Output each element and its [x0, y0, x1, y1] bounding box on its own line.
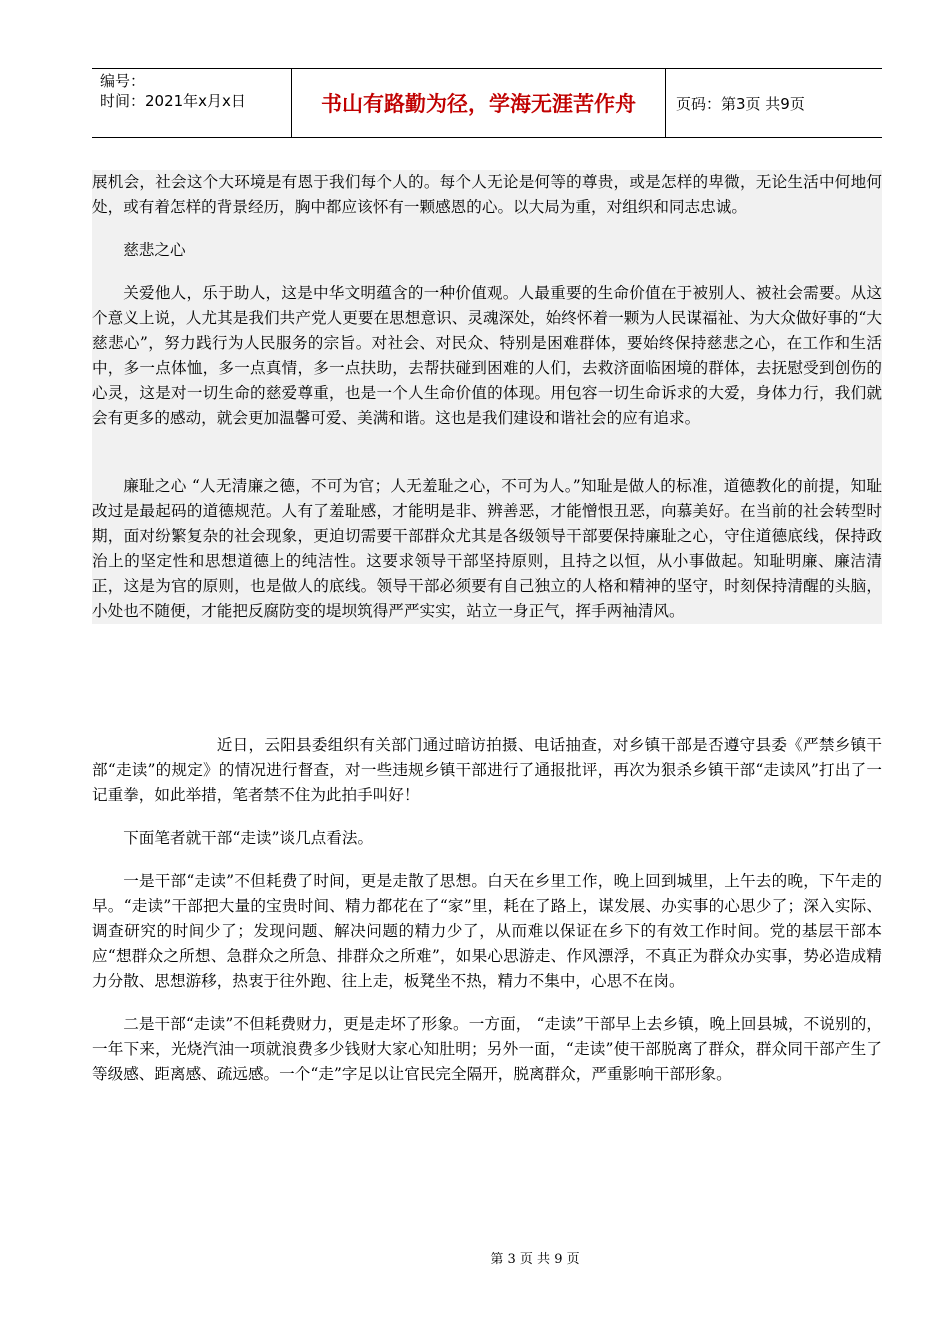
paragraph-point-one: 一是干部“走读”不但耗费了时间，更是走散了思想。白天在乡里工作，晚上回到城里，上午去的晚，下午走的早。“走读”干部把大量的宝贵时间、精力都花在了“家”里，耗在了路上，谋发展、办实事的心思少了；深入实际、调查研究的时间少了；发现问题、解决问题的精力少了，从而难以保证在乡下的有效工作时间。党的基层干部本应“想群众之所想、急群众之所急、排群众之所难”，如果心思游走、作风漂浮，不真正为群众办实事，势必造成精力分散、思想游移，热衷于往外跑、往上走，板凳坐不热，精力不集中，心思不在岗。 [92, 872, 882, 990]
paragraph-integrity: 廉耻之心 “人无清廉之德，不可为官；人无羞耻之心，不可为人。”知耻是做人的标准，道德教化的前提，知耻改过是最起码的道德规范。人有了羞耻感，才能明是非、辨善恶，才能憎恨丑恶，向慕美好。在当前的社会转型时期，面对纷繁复杂的社会现象，更迫切需要干部群众尤其是各级领导干部要保持廉耻之心，守住道德底线，保持政治上的坚定性和思想道德上的纯洁性。这要求领导干部坚持原则，且持之以恒，从小事做起。知耻明廉、廉洁清正，这是为官的原则，也是做人的底线。领导干部必须要有自己独立的人格和精神的坚守，时刻保持清醒的头脑，小处也不随便，才能把反腐防变的堤坝筑得严严实实，站立一身正气，挥手两袖清风。 [92, 477, 882, 620]
shaded-section [92, 170, 882, 624]
paragraph-compassion: 关爱他人，乐于助人，这是中华文明蕴含的一种价值观。人最重要的生命价值在于被别人、被社会需要。从这个意义上说，人尤其是我们共产党人更要在思想意识、灵魂深处，始终怀着一颗为人民谋福祉、为大众做好事的“大慈悲心”，努力践行为人民服务的宗旨。对社会、对民众、特别是困难群体，要始终保持慈悲之心，在工作和生活中，多一点体恤，多一点真情，多一点扶助，去帮扶碰到困难的人们，去救济面临困境的群体，去抚慰受到创伤的心灵，这是对一切生命的慈爱尊重，也是一个人生命价值的体现。用包容一切生命诉求的大爱，身体力行，我们就会有更多的感动，就会更加温馨可爱、美满和谐。这也是我们建设和谐社会的应有追求。 [92, 284, 882, 427]
header-motto: 书山有路勤为径，学海无涯苦作舟 [292, 69, 666, 137]
doc-time-label: 时间：2021年x月x日 [100, 92, 246, 110]
paragraph-gratitude: 展机会，社会这个大环境是有恩于我们每个人的。每个人无论是何等的尊贵，或是怎样的卑微，无论生活中何地何处，或有着怎样的背景经历，胸中都应该怀有一颗感恩的心。以大局为重，对组织和同志忠诚。 [92, 173, 882, 216]
paragraph-views: 下面笔者就干部“走读”谈几点看法。 [123, 829, 374, 847]
paragraph-intro: 近日，云阳县委组织有关部门通过暗访拍摄、电话抽查，对乡镇干部是否遵守县委《严禁乡镇干部“走读”的规定》的情况进行督查，对一些违规乡镇干部进行了通报批评，再次为狠杀乡镇干部“走读风”打出了一记重拳，如此举措，笔者禁不住为此拍手叫好！ [92, 736, 882, 804]
doc-number-label: 编号： [100, 72, 146, 90]
header-meta [92, 69, 292, 137]
heading-compassion: 慈悲之心 [123, 241, 186, 259]
page-footer: 第 3 页 共 9 页 [490, 1252, 580, 1267]
main-section [92, 733, 882, 1087]
paragraph-point-two: 二是干部“走读”不但耗费财力，更是走坏了形象。一方面， “走读”干部早上去乡镇，晚上回县城，不说别的，一年下来，光烧汽油一项就浪费多少钱财大家心知肚明；另外一面，“走读”使干部脱离了群众，群众同干部产生了等级感、距离感、疏远感。一个“走”字足以让官民完全隔开，脱离群众，严重影响干部形象。 [92, 1015, 882, 1083]
header-page-label: 页码：第3页 共9页 [676, 94, 805, 113]
page-header [92, 68, 882, 138]
